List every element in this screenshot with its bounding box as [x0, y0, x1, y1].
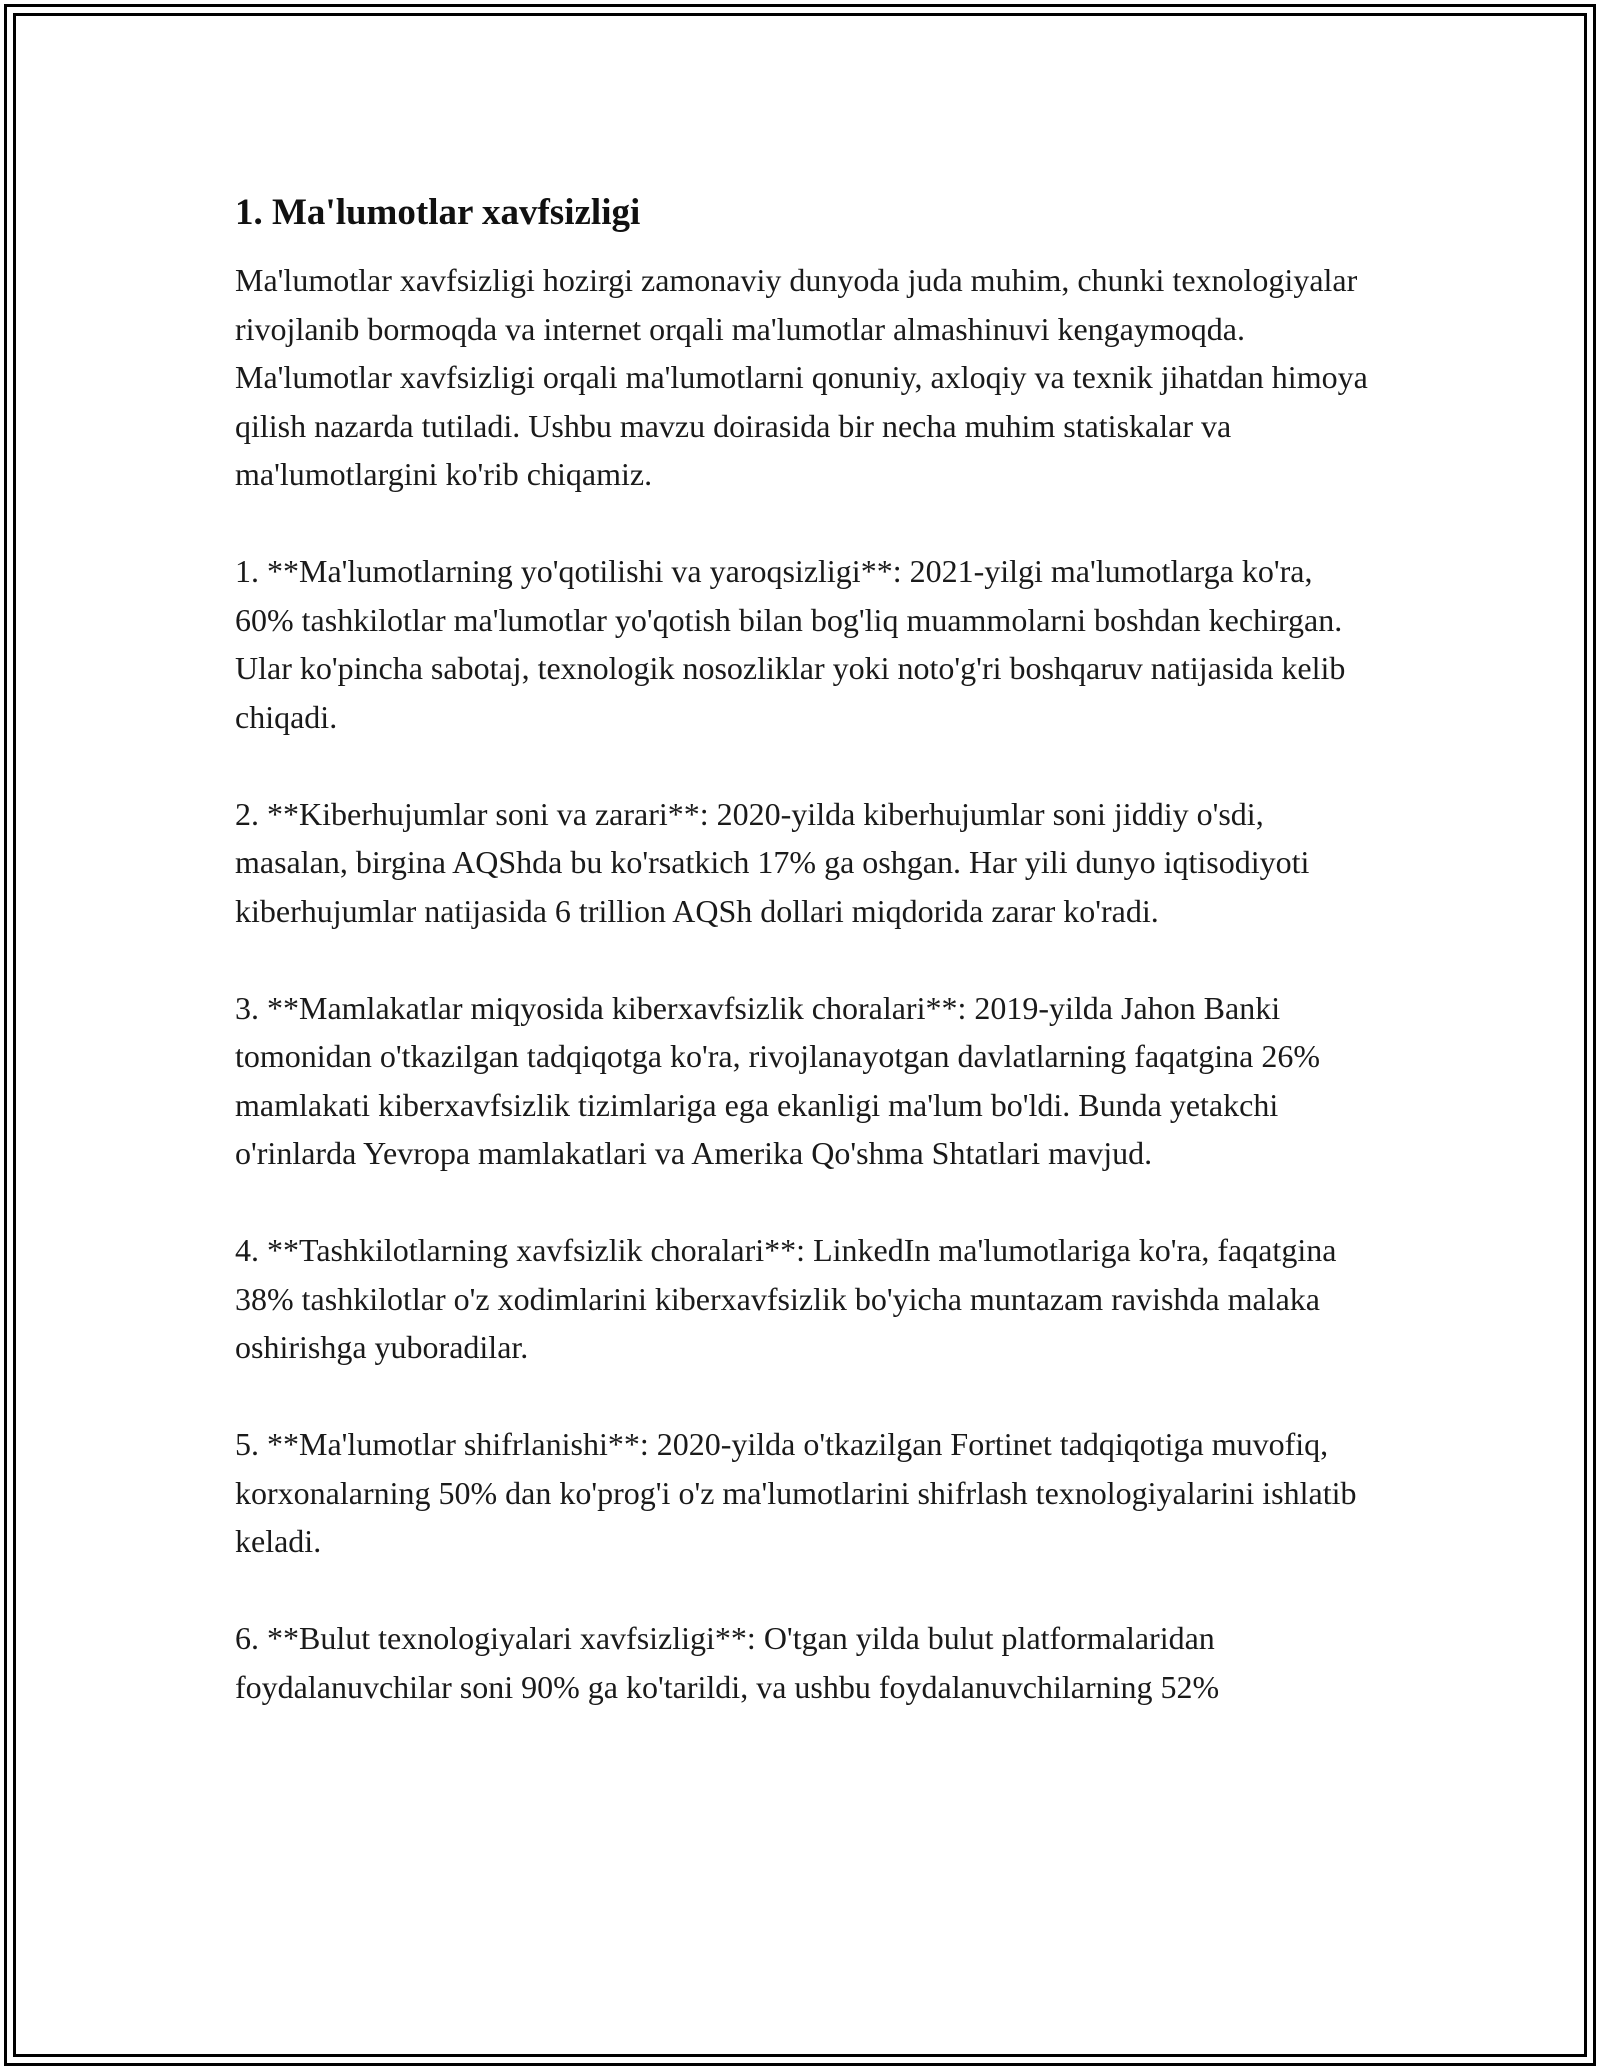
list-item-encryption: 5. **Ma'lumotlar shifrlanishi**: 2020-yilda o'tkazilgan Fortinet tadqiqotiga muvofiq, korxonalarning 50% dan ko'prog'i o'z ma'lumotlarini shifrlash texnologiyalarini ishlatib keladi.: [235, 1426, 1357, 1559]
list-item-national-measures: 3. **Mamlakatlar miqyosida kiberxavfsizlik choralari**: 2019-yilda Jahon Banki tomonidan o'tkazilgan tadqiqotga ko'ra, rivojlanayotgan davlatlarning faqatgina 26% mamlakati kiberxavfsizlik tizimlariga ega ekanligi ma'lum bo'ldi. Bunda yetakchi o'rinlarda Yevropa mamlakatlari va Amerika Qo'shma Shtatlari mavjud.: [235, 989, 1320, 1171]
document-body: [235, 186, 1370, 1760]
list-item-cloud-security: 6. **Bulut texnologiyalari xavfsizligi**: O'tgan yilda bulut platformalaridan foydalanuvchilar soni 90% ga ko'tarildi, va ushbu foydalanuvchilarning 52%: [235, 1620, 1220, 1705]
list-item-cyberattacks: 2. **Kiberhujumlar soni va zarari**: 2020-yilda kiberhujumlar soni jiddiy o'sdi, masalan, birgina AQShda bu ko'rsatkich 17% ga oshgan. Har yili dunyo iqtisodiyoti kiberhujumlar natijasida 6 trillion AQSh dollari miqdorida zarar ko'radi.: [235, 795, 1310, 929]
list-item-organization-measures: 4. **Tashkilotlarning xavfsizlik choralari**: LinkedIn ma'lumotlariga ko'ra, faqatgina 38% tashkilotlar o'z xodimlarini kiberxavfsizlik bo'yicha muntazam ravishda malaka oshirishga yuboradilar.: [235, 1232, 1337, 1365]
section-title: 1. Ma'lumotlar xavfsizligi: [235, 192, 641, 233]
intro-paragraph: Ma'lumotlar xavfsizligi hozirgi zamonaviy dunyoda juda muhim, chunki texnologiyalar rivojlanib bormoqda va internet orqali ma'lumotlar almashinuvi kengaymoqda. Ma'lumotlar xavfsizligi orqali ma'lumotlarni qonuniy, axloqiy va texnik jihatdan himoya qilish nazarda tutiladi. Ushbu mavzu doirasida bir necha muhim statiskalar va ma'lumotlargini ko'rib chiqamiz.: [235, 262, 1368, 492]
list-item-data-loss: 1. **Ma'lumotlarning yo'qotilishi va yaroqsizligi**: 2021-yilgi ma'lumotlarga ko'ra, 60% tashkilotlar ma'lumotlar yo'qotish bilan bog'liq muammolarni boshdan kechirgan. Ular ko'pincha sabotaj, texnologik nosozliklar yoki noto'g'ri boshqaruv natijasida kelib chiqadi.: [235, 553, 1346, 735]
